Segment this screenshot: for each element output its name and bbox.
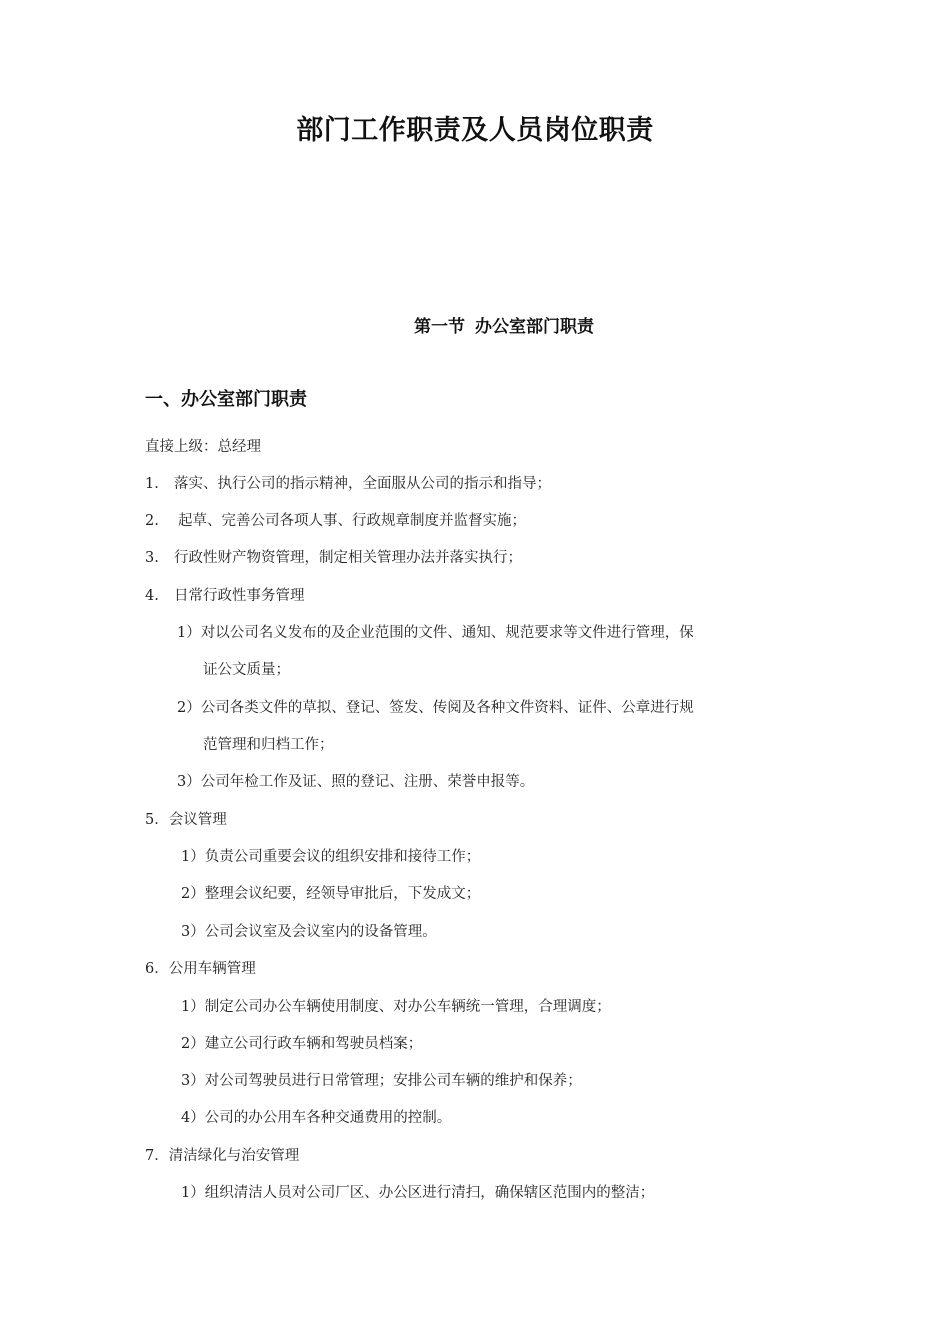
- superior-line: 直接上级：总经理: [145, 439, 261, 455]
- sub-item-4-3: 3）公司年检工作及证、照的登记、注册、荣誉申报等。: [177, 774, 535, 790]
- list-item-number: 1.: [145, 476, 159, 492]
- subheading: 一、办公室部门职责: [145, 389, 307, 410]
- section-number: 第一节: [414, 317, 465, 337]
- sub-item-6-1: 1）制定公司办公车辆使用制度、对办公车辆统一管理，合理调度；: [181, 999, 611, 1015]
- sub-item-6-4: 4）公司的办公用车各种交通费用的控制。: [181, 1110, 452, 1126]
- list-item-4: [145, 586, 305, 606]
- sub-item-6-2: 2）建立公司行政车辆和驾驶员档案；: [181, 1036, 423, 1052]
- list-item-number: 3.: [145, 550, 159, 566]
- list-item-number: 2.: [145, 513, 159, 529]
- list-item-text: 日常行政性事务管理: [174, 588, 305, 604]
- list-item-number: 4.: [145, 588, 159, 604]
- section-title: [0, 312, 950, 337]
- list-item-text: 落实、执行公司的指示精神，全面服从公司的指示和指导；: [174, 476, 551, 492]
- sub-item-4-2-line2: 范管理和归档工作；: [203, 737, 334, 753]
- sub-item-5-2: 2）整理会议纪要，经领导审批后，下发成文；: [181, 886, 481, 902]
- sub-item-4-2-line1: 2）公司各类文件的草拟、登记、签发、传阅及各种文件资料、证件、公章进行规: [177, 700, 694, 716]
- list-item-1: [145, 474, 551, 494]
- list-item-3: [145, 548, 522, 568]
- document-title: 部门工作职责及人员岗位职责: [296, 115, 654, 146]
- section-name: 办公室部门职责: [475, 317, 594, 337]
- list-item-text: 起草、完善公司各项人事、行政规章制度并监督实施；: [178, 513, 526, 529]
- list-item-5: 5．会议管理: [145, 812, 227, 828]
- list-item-6: 6．公用车辆管理: [145, 961, 256, 977]
- sub-item-4-1-line1: 1）对以公司名义发布的及企业范围的文件、通知、规范要求等文件进行管理，保: [177, 625, 694, 641]
- sub-item-5-1: 1）负责公司重要会议的组织安排和接待工作；: [181, 849, 481, 865]
- sub-item-4-1-line2: 证公文质量；: [203, 662, 290, 678]
- sub-item-5-3: 3）公司会议室及会议室内的设备管理。: [181, 924, 437, 940]
- sub-item-7-1: 1）组织清洁人员对公司厂区、办公区进行清扫，确保辖区范围内的整洁；: [181, 1185, 655, 1201]
- list-item-2: [145, 511, 526, 531]
- list-item-7: 7．清洁绿化与治安管理: [145, 1148, 300, 1164]
- sub-item-6-3: 3）对公司驾驶员进行日常管理；安排公司车辆的维护和保养；: [181, 1073, 582, 1089]
- list-item-text: 行政性财产物资管理，制定相关管理办法并落实执行；: [174, 550, 522, 566]
